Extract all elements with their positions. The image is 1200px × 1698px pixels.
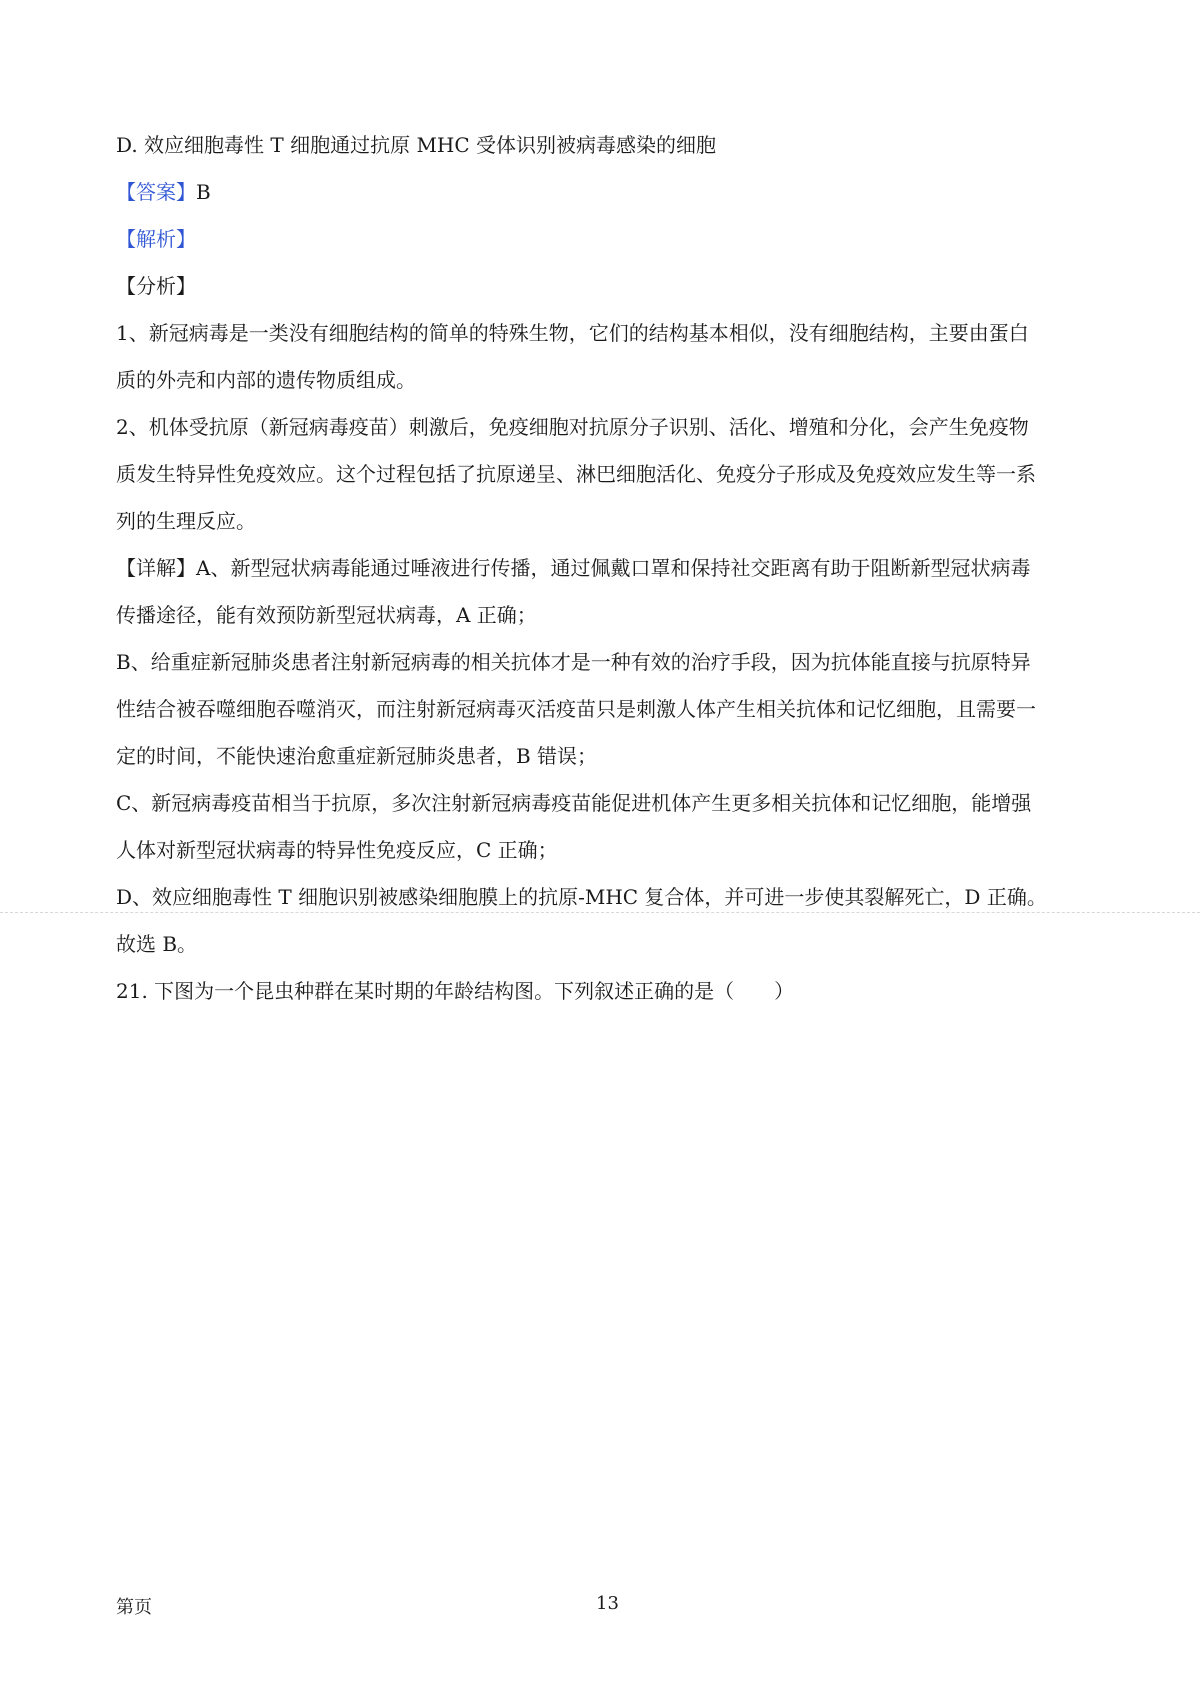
xiangjie-label: 【详解】 — [116, 556, 196, 580]
paragraph-2 — [116, 404, 1106, 545]
paragraph-detail-c-line-1: C、新冠病毒疫苗相当于抗原，多次注射新冠病毒疫苗能促进机体产生更多相关抗体和记忆细胞，能增强 — [116, 791, 1032, 815]
fenxi-label: 【分析】 — [116, 274, 196, 298]
conclusion: 故选 B。 — [116, 932, 198, 956]
paragraph-detail-a-line-1 — [116, 545, 1106, 592]
paragraph-detail-c-line-2: 人体对新型冠状病毒的特异性免疫反应，C 正确； — [116, 838, 558, 862]
option-d: D. 效应细胞毒性 T 细胞通过抗原 MHC 受体识别被病毒感染的细胞 — [116, 133, 717, 157]
paragraph-2-line-1: 2、机体受抗原（新冠病毒疫苗）刺激后，免疫细胞对抗原分子识别、活化、增殖和分化，会产生免疫物 — [116, 415, 1029, 439]
answer-value: B — [196, 180, 211, 204]
page-divider — [0, 912, 1200, 913]
paragraph-detail-c — [116, 780, 1106, 874]
answer-line — [116, 169, 1106, 216]
paragraph-detail-d: D、效应细胞毒性 T 细胞识别被感染细胞膜上的抗原-MHC 复合体，并可进一步使其裂解死亡，D 正确。 — [116, 885, 1047, 909]
page-content — [116, 122, 1106, 1015]
paragraph-2-line-3: 列的生理反应。 — [116, 509, 256, 533]
paragraph-detail-b-line-2: 性结合被吞噬细胞吞噬消灭，而注射新冠病毒灭活疫苗只是刺激人体产生相关抗体和记忆细胞，且需要一 — [116, 697, 1036, 721]
paragraph-detail-b-line-3: 定的时间，不能快速治愈重症新冠肺炎患者，B 错误； — [116, 744, 598, 768]
jiexi-label: 【解析】 — [116, 227, 196, 251]
question-21: 21. 下图为一个昆虫种群在某时期的年龄结构图。下列叙述正确的是（ ） — [116, 979, 795, 1003]
page-number: 13 — [596, 1593, 619, 1614]
paragraph-detail-a-line-2: 传播途径，能有效预防新型冠状病毒，A 正确； — [116, 603, 537, 627]
answer-label: 【答案】 — [116, 180, 196, 204]
paragraph-detail-b-line-1: B、给重症新冠肺炎患者注射新冠病毒的相关抗体才是一种有效的治疗手段，因为抗体能直接与抗原特异 — [116, 650, 1031, 674]
paragraph-1-line-1: 1、新冠病毒是一类没有细胞结构的简单的特殊生物，它们的结构基本相似，没有细胞结构，主要由蛋白 — [116, 321, 1029, 345]
footer-label: 第页 — [116, 1597, 152, 1618]
paragraph-1 — [116, 310, 1106, 404]
detail-a-text: A、新型冠状病毒能通过唾液进行传播，通过佩戴口罩和保持社交距离有助于阻断新型冠状病毒 — [196, 556, 1031, 580]
paragraph-detail-a — [116, 545, 1106, 639]
paragraph-2-line-2: 质发生特异性免疫效应。这个过程包括了抗原递呈、淋巴细胞活化、免疫分子形成及免疫效应发生等一系 — [116, 462, 1036, 486]
paragraph-1-line-2: 质的外壳和内部的遗传物质组成。 — [116, 368, 416, 392]
paragraph-detail-b — [116, 639, 1106, 780]
